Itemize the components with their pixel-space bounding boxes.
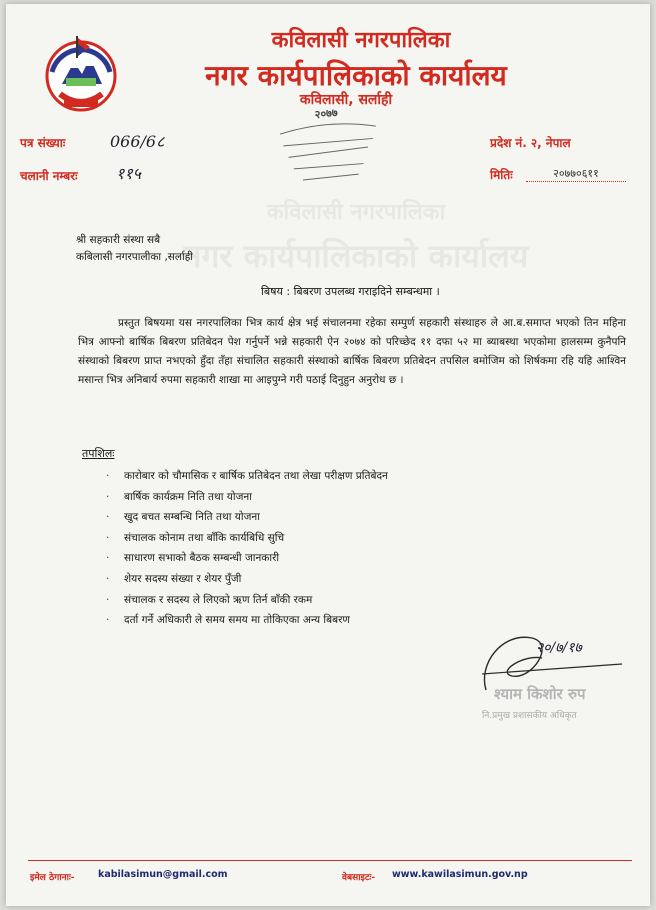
website-link[interactable]: www.kawilasimun.gov.np [392, 869, 528, 880]
addressee-line2: कबिलासी नगरपालीका ,सर्लाही [76, 251, 194, 263]
footer-divider [28, 860, 632, 861]
signatory-name: श्याम किशोर रुप [494, 685, 586, 703]
official-stamp [266, 100, 395, 200]
stamp-marks-icon [267, 115, 394, 197]
dispatch-number-label: चलानी नम्बरः [20, 169, 78, 183]
signature-date: २०/७/१७ [536, 640, 582, 656]
list-item: · संचालक कोनाम तथा बाँकि कार्यबिधि सुचि [106, 531, 285, 544]
office-name: नगर कार्यपालिकाको कार्यालय [205, 59, 507, 92]
signatory-title: नि.प्रमुख प्रशासकीय अधिकृत [482, 711, 577, 721]
letter-number-label: पत्र संख्याः [20, 136, 66, 150]
letter-number-value: 066/6८ [110, 132, 165, 151]
addressee-line1: श्री सहकारी संस्था सबै [76, 234, 161, 246]
watermark-line2: नगर कार्यपालिकाको कार्यालय [183, 237, 529, 275]
list-item: · दर्ता गर्ने अधिकारी ले समय समय मा तोकिएका अन्य बिबरण [106, 614, 350, 627]
list-item: · खुद बचत सम्बन्धि निति तथा योजना [106, 511, 260, 524]
website-label: वेबसाइटः- [342, 873, 376, 883]
municipality-name: कविलासी नगरपालिका [271, 28, 451, 53]
list-item: · बार्षिक कार्यक्रम निति तथा योजना [106, 490, 252, 503]
email-link[interactable]: kabilasimun@gmail.com [98, 869, 228, 880]
list-item: · संचालक र सदस्य ले लिएको ऋण तिर्न बाँकी रकम [106, 593, 313, 606]
office-address: कविलासी, सर्लाही [299, 92, 393, 108]
date-label: मितिः [490, 168, 513, 182]
watermark [156, 196, 556, 277]
list-item: · साधारण सभाको बैठक सम्बन्धी जानकारी [106, 552, 280, 565]
body-paragraph: प्रस्तुत बिषयमा यस नगरपालिका भित्र कार्य क्षेत्र भई संचालनमा रहेका सम्पुर्ण सहकारी संस्थाहरु ले आ.ब.समाप्त भएको तिन महिना भित्र आफ्नो बार्षिक बिबरण प्रतिबेदन पेश गर्नुपर्ने भन्ने सहकारी ऐन २०७४ को परिच्छेद ११ दफा ५२ मा ब्याबस्था भएकोमा हालसम्म कुनैपनि संस्थाको बिबरण प्राप्त नभएको हुँदा तँहा संचालित सहकारी संस्थाको बार्षिक बिबरण प्रतिबेदन तपसिल बमोजिम को शिर्षकमा रहि यहि आश्विन मसान्त भित्र अनिबार्य रुपमा सहकारी शाखा मा आइपुग्ने गरी पठाई दिनुहुन अनुरोध छ । [78, 317, 626, 386]
nepal-emblem-icon [38, 32, 124, 118]
details-heading: तपशिलः [82, 447, 115, 460]
letter-page [6, 4, 650, 906]
email-label: इमेल ठेगानाः- [30, 873, 75, 883]
list-item: · कारोबार को चौमासिक र बार्षिक प्रतिबेदन तथा लेखा परीक्षण प्रतिबेदन [106, 470, 388, 482]
province-label: प्रदेश नं. २, नेपाल [490, 136, 571, 150]
watermark-line1: कविलासी नगरपालिका [266, 200, 446, 225]
subject-line: बिषय : बिबरण उपलब्ध गराइदिने सम्बन्धमा । [261, 285, 440, 298]
date-value: २०७७०६११ [526, 166, 626, 182]
list-item: · शेयर सदस्य संख्या र शेयर पुँजी [106, 572, 242, 585]
stamp-year: २०७७ [314, 106, 339, 122]
addressee [76, 232, 193, 266]
dispatch-number-value: ११५ [116, 164, 141, 183]
details-list [106, 466, 388, 631]
